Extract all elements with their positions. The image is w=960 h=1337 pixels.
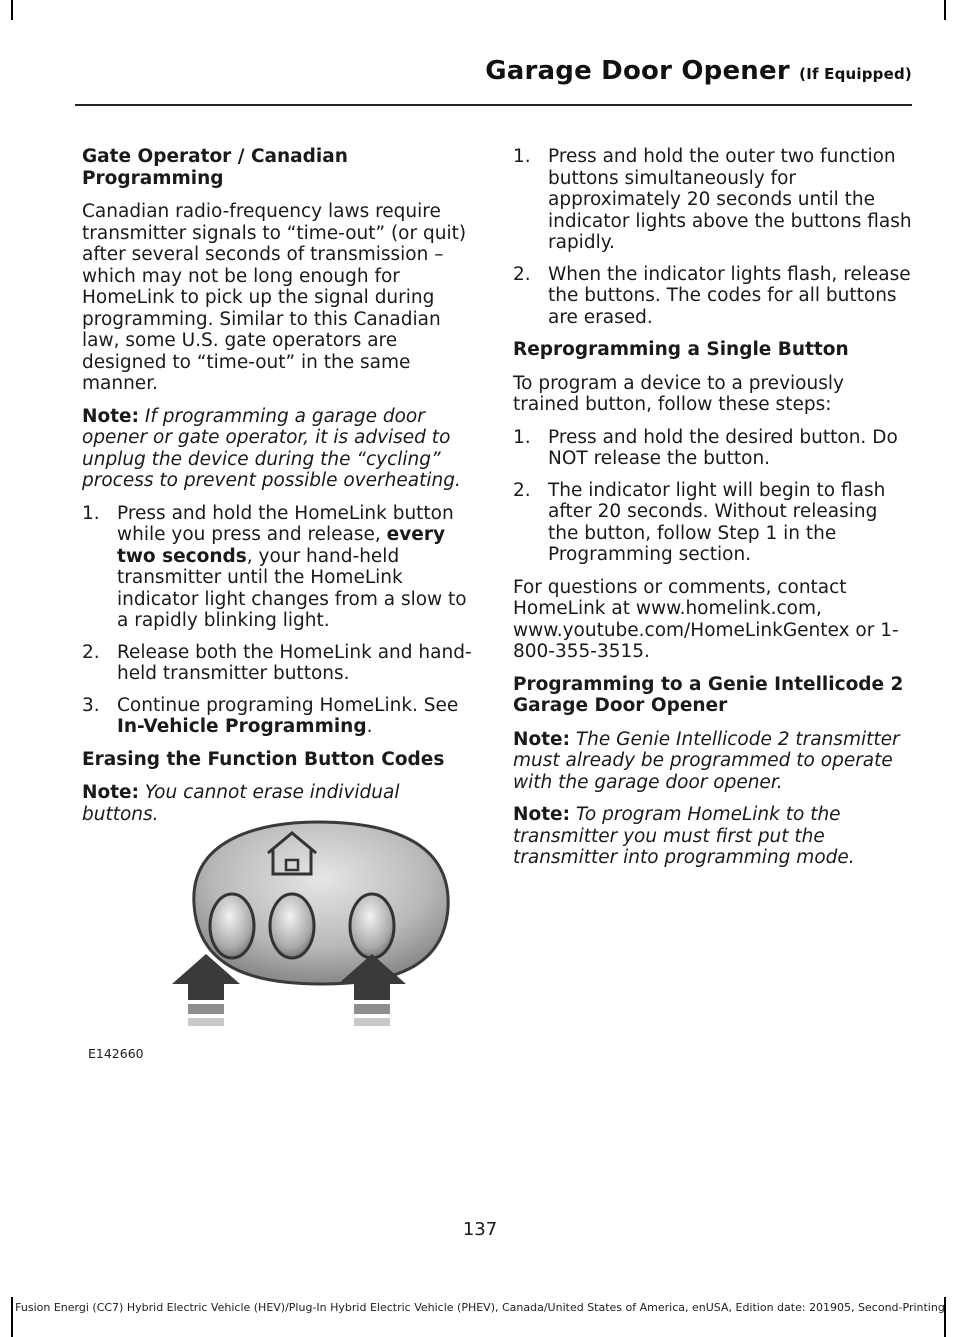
page-footer: Fusion Energi (CC7) Hybrid Electric Vehicle (HEV)/Plug-In Hybrid Electric Vehicle (PHEV), Canada/United States of America, enUSA, Edition date: 201905, Second-Printing [15,1301,945,1314]
list-item [513,427,913,470]
paragraph-canadian-laws: Canadian radio-frequency laws require transmitter signals to “time-out” (or quit) after several seconds of transmission – which may not be long enough for HomeLink to pick up the signal during programming. Similar to this Canadian law, some U.S. gate operators are designed to “time-out” in the same manner. [82,201,467,394]
list-item [82,503,478,632]
homelink-button-center[interactable] [270,894,314,958]
crop-mark-top-right [944,0,946,20]
paragraph-contact: For questions or comments, contact HomeLink at www.homelink.com, www.youtube.com/HomeLinkGentex or 1-800-355-3515. [513,576,899,662]
list-item [82,695,478,738]
step-text: Press and hold the desired button. Do NOT release the button. [548,426,898,469]
homelink-buttons-illustration [172,808,462,1038]
step-text: Press and hold the outer two function buttons simultaneously for approximately 20 seconds until the indicator lights above the buttons flash rapidly. [548,146,912,253]
header-divider [75,104,912,106]
list-number: 1. [82,502,100,524]
note-text: The Genie Intellicode 2 transmitter must already be programmed to operate with the garage door opener. [513,728,900,793]
step-text: Continue programing HomeLink. See [117,694,459,716]
note-overheating [82,406,478,492]
header-title-suffix: (If Equipped) [799,65,912,83]
crop-mark-top-left [11,0,13,20]
note-label: Note: [82,405,139,427]
heading-gate-operator: Gate Operator / Canadian Programming [82,146,348,189]
erase-steps [513,146,913,328]
note-text: You cannot erase individual buttons. [82,782,400,825]
list-item [82,642,478,685]
left-column [82,146,478,836]
note-genie-programmed [513,729,913,794]
homelink-button-left[interactable] [210,894,254,958]
step-text: The indicator light will begin to flash after 20 seconds. Without releasing the button, follow Step 1 in the Programming section. [548,479,886,565]
reprogramming-steps [513,427,913,566]
page-number: 137 [462,1219,498,1240]
list-number: 2. [82,641,100,663]
step-text: Release both the HomeLink and hand-held transmitter buttons. [117,641,472,684]
heading-reprogramming: Reprogramming a Single Button [513,339,849,360]
list-item [513,480,913,566]
note-text: If programming a garage door opener or gate operator, it is advised to unplug the device during the “cycling” process to prevent possible overheating. [82,405,461,491]
heading-erasing-codes: Erasing the Function Button Codes [82,748,445,770]
step-text: Press and hold the HomeLink button while you press and release, [117,502,454,545]
figure-code: E142660 [88,1046,144,1061]
list-item [513,264,913,329]
cross-reference-link[interactable]: In-Vehicle Programming [117,716,367,737]
note-label: Note: [513,804,570,825]
list-number: 1. [513,426,531,448]
homelink-buttons-figure [172,808,462,1038]
list-number: 2. [513,479,531,501]
list-number: 1. [513,146,531,167]
list-number: 2. [513,263,531,285]
list-number: 3. [82,694,100,716]
note-programming-mode [513,804,913,869]
note-text: To program HomeLink to the transmitter you must first put the transmitter into programming mode. [513,804,855,868]
paragraph-reprogramming-intro: To program a device to a previously trained button, follow these steps: [513,372,844,415]
step-emphasis: every two seconds [117,524,446,567]
right-column [513,146,913,880]
note-label: Note: [82,782,139,803]
step-text-continued: . [366,716,373,737]
homelink-button-right[interactable] [350,894,394,958]
gate-programming-steps [82,503,478,738]
header-title-text: Garage Door Opener [485,56,790,86]
page-header-title [485,56,912,86]
list-item [513,146,913,254]
step-text: When the indicator lights flash, release the buttons. The codes for all buttons are erased. [548,263,911,328]
heading-genie-intellicode: Programming to a Genie Intellicode 2 Garage Door Opener [513,673,904,716]
note-label: Note: [513,728,570,750]
step-text-continued: , your hand-held transmitter until the HomeLink indicator light changes from a slow to a rapidly blinking light. [117,545,467,631]
